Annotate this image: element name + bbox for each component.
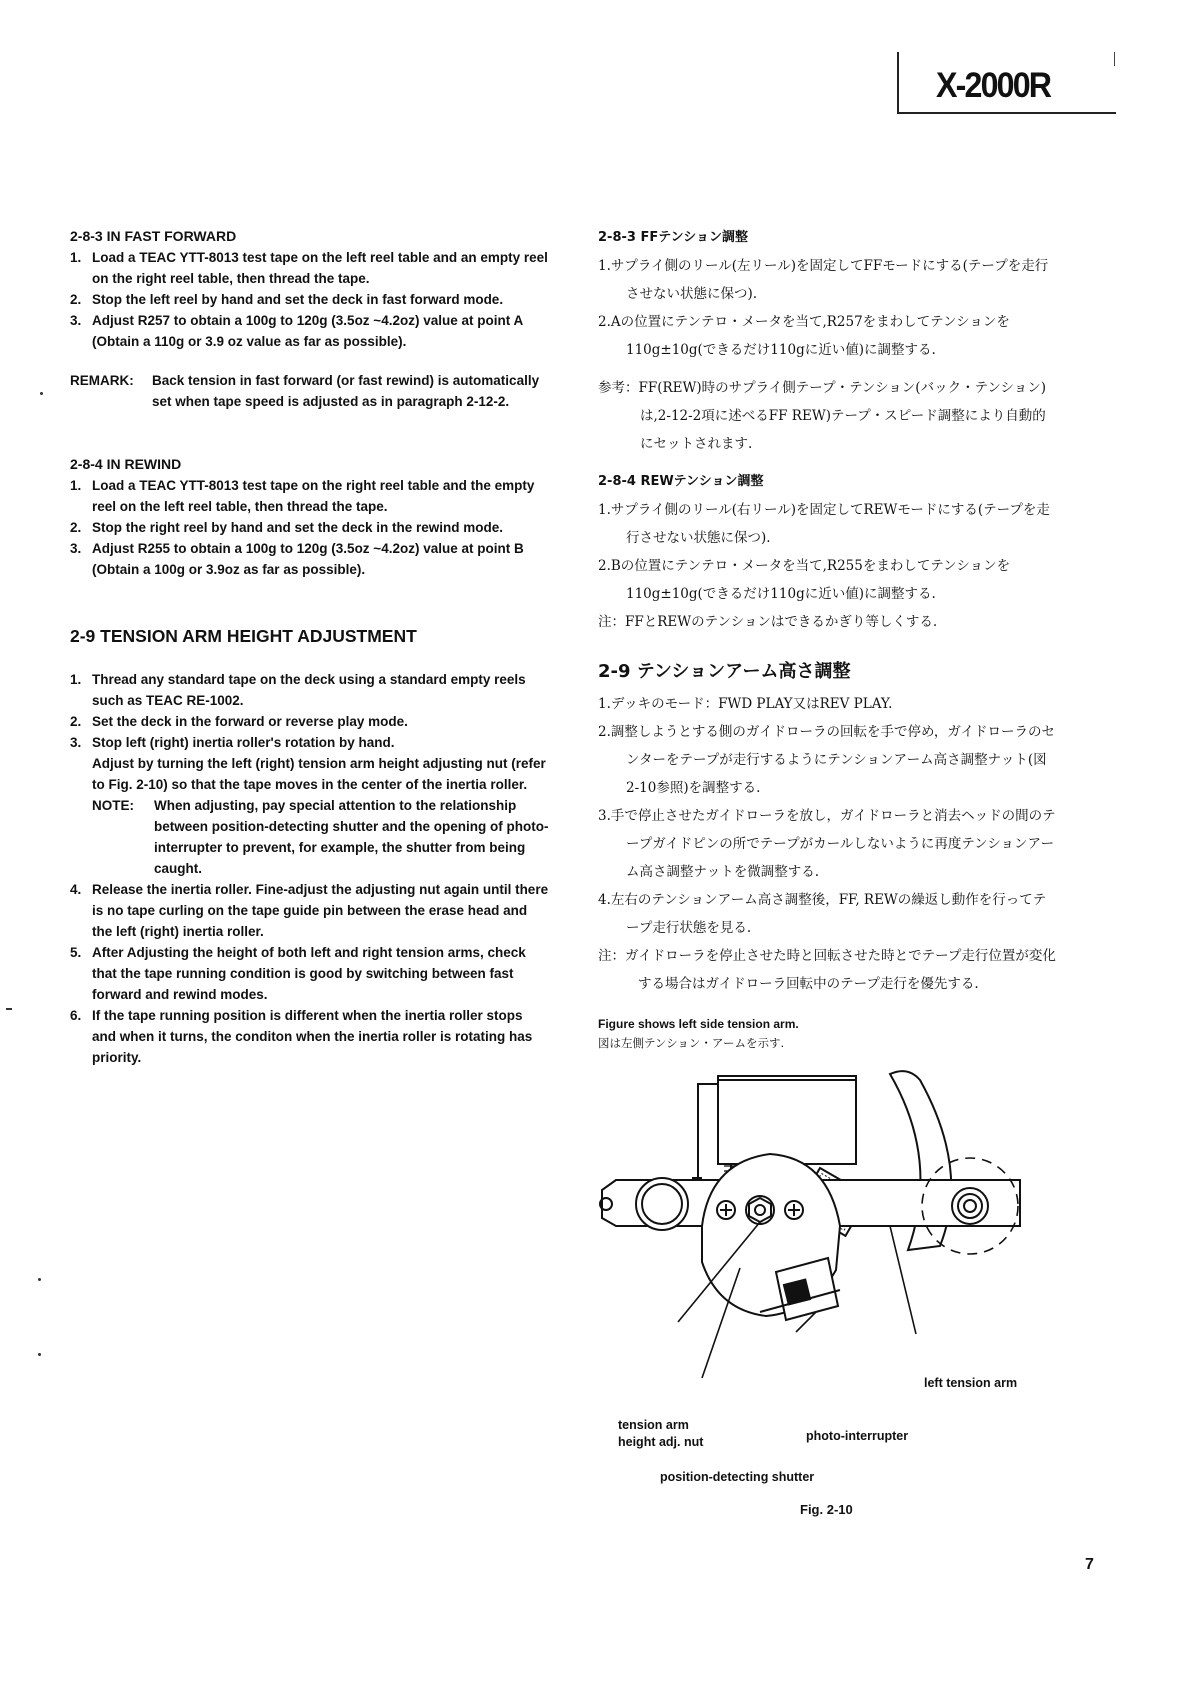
step [70,879,550,942]
step-text: Release the inertia roller. Fine-adjust the adjusting nut again until there is no tape curling on the tape guide pin between the erase head and the left (right) inertia roller. [92,882,549,939]
step-text: Stop the left reel by hand and set the deck in fast forward mode. [92,292,504,307]
jp-note: 注：ガイドローラを停止させた時と回転させた時とでテープ走行位置が変化する場合はガイドローラ回転中のテープ走行を優先する. [598,948,1056,992]
jp-step: 1.サプライ側のリール(左リール)を固定してFFモードにする(テープを走行させない状態に保つ). [598,258,1049,302]
jp-section-2-9-title: 2-9 テンションアーム高さ調整 [598,661,851,682]
step-number: 1. [70,250,82,265]
step-text-continued: Adjust by turning the left (right) tension arm height adjusting nut (refer to Fig. 2-10) so that the tape moves in the center of the inertia roller. [92,756,546,792]
step-number: 3. [70,735,82,750]
step [70,942,550,1005]
step-number: 1. [70,478,82,493]
figure-caption-en: Figure shows left side tension arm. [598,1017,799,1031]
note-label: NOTE: [92,798,134,813]
jp-step: 1.サプライ側のリール(右リール)を固定してREWモードにする(テープを走行させない状態に保つ). [598,502,1050,546]
step-number: 5. [70,945,82,960]
page-number: 7 [1085,1556,1094,1573]
header-rule-horizontal [897,112,1116,114]
step-number: 2. [70,714,82,729]
figure-caption-jp: 図は左側テンション・アームを示す. [598,1036,785,1050]
step [70,247,550,289]
step-text: Adjust R257 to obtain a 100g to 120g (3.5oz ~4.2oz) value at point A (Obtain a 110g or 3.9 oz value as far as possible). [92,313,523,349]
section-2-8-3-steps [70,247,550,352]
label-height-adj-nut: height adj. nut [618,1435,704,1449]
step-number: 4. [70,882,82,897]
scan-speck [38,1278,41,1281]
step [70,711,550,732]
step-text: After Adjusting the height of both left and right tension arms, check that the tape running condition is good by switching between fast forward and rewind modes. [92,945,526,1002]
step-number: 6. [70,1008,82,1023]
step [70,732,550,879]
jp-step: 1.デッキのモード：FWD PLAY又はREV PLAY. [598,696,893,712]
step-number: 2. [70,520,82,535]
label-left-tension-arm: left tension arm [924,1376,1018,1390]
step-number: 2. [70,292,82,307]
jp-reference: 参考：FF(REW)時のサプライ側テープ・テンション(バック・テンション)は,2-12-2項に述べるFF REW)テープ・スピード調整により自動的にセットされます. [598,380,1047,452]
tension-arm-figure [590,1050,1070,1410]
remark-text: Back tension in fast forward (or fast rewind) is automatically set when tape speed is adjusted as in paragraph 2-12-2. [152,373,540,409]
jp-section-2-8-3-title: 2-8-3 FFテンション調整 [598,230,748,245]
scan-speck [40,392,43,395]
japanese-column [598,224,1058,998]
scan-speck [6,1008,12,1010]
step-number: 3. [70,313,82,328]
remark [70,370,550,412]
step [70,1005,550,1068]
step [70,475,550,517]
note [92,795,550,879]
step [70,669,550,711]
label-photo-interrupter: photo-interrupter [806,1429,909,1443]
left-roller [636,1178,688,1230]
step [70,517,550,538]
step-text: If the tape running position is different when the inertia roller stops and when it turns, the conditon when the inertia roller is rotating has priority. [92,1008,533,1065]
header-tick [1114,52,1115,66]
label-position-detecting-shutter: position-detecting shutter [660,1470,815,1484]
section-2-9-title: 2-9 TENSION ARM HEIGHT ADJUSTMENT [70,626,417,646]
jp-step: 2.Aの位置にテンテロ・メータを当て,R257をまわしてテンションを110g±10g(できるだけ110gに近い値)に調整する. [598,314,1010,358]
step-number: 3. [70,541,82,556]
step-number: 1. [70,672,82,687]
step-text: Adjust R255 to obtain a 100g to 120g (3.5oz ~4.2oz) value at point B (Obtain a 100g or 3.9oz as far as possible). [92,541,524,577]
step-text: Stop the right reel by hand and set the deck in the rewind mode. [92,520,504,535]
section-2-8-3-title: 2-8-3 IN FAST FORWARD [70,228,237,244]
section-2-8-4-steps [70,475,550,580]
step [70,538,550,580]
section-2-8-4-title: 2-8-4 IN REWIND [70,456,182,472]
model-title: X-2000R [936,66,1051,105]
label-tension-arm: tension arm [618,1418,689,1432]
step-text: Set the deck in the forward or reverse play mode. [92,714,408,729]
step [70,289,550,310]
scan-speck [38,1353,41,1356]
jp-step: 4.左右のテンションアーム高さ調整後，FF, REWの繰返し動作を行ってテープ走行状態を見る. [598,892,1047,936]
step-text: Stop left (right) inertia roller's rotation by hand. [92,735,395,750]
step-text: Thread any standard tape on the deck using a standard empty reels such as TEAC RE-1002. [92,672,526,708]
housing-box [718,1076,856,1164]
jp-section-2-8-4-title: 2-8-4 REWテンション調整 [598,474,764,489]
jp-step: 2.Bの位置にテンテロ・メータを当て,R255をまわしてテンションを110g±10g(できるだけ110gに近い値)に調整する. [598,558,1011,602]
figure-number: Fig. 2-10 [800,1502,853,1517]
step-text: Load a TEAC YTT-8013 test tape on the left reel table and an empty reel on the right reel table, then thread the tape. [92,250,548,286]
height-adj-nut [746,1196,774,1224]
step [70,310,550,352]
section-2-9-steps [70,669,550,1068]
header-rule-vertical [897,52,899,114]
note-text: When adjusting, pay special attention to the relationship between position-detecting shutter and the opening of photo-interrupter to prevent, for example, the shutter from being caught. [154,798,549,876]
step-text: Load a TEAC YTT-8013 test tape on the right reel table and the empty reel on the left reel table, then thread the tape. [92,478,535,514]
jp-step: 3.手で停止させたガイドローラを放し，ガイドローラと消去ヘッドの間のテープガイドピンの所でテープがカールしないように再度テンションアーム高さ調整ナットを微調整する. [598,808,1056,880]
jp-step: 2.調整しようとする側のガイドローラの回転を手で停め，ガイドローラのセンターをテープが走行するようにテンションアーム高さ調整ナット(図2-10参照)を調整する. [598,724,1056,796]
remark-label: REMARK: [70,373,134,388]
english-column [70,226,550,1068]
jp-note: 注：FFとREWのテンションはできるかぎり等しくする. [598,614,938,630]
